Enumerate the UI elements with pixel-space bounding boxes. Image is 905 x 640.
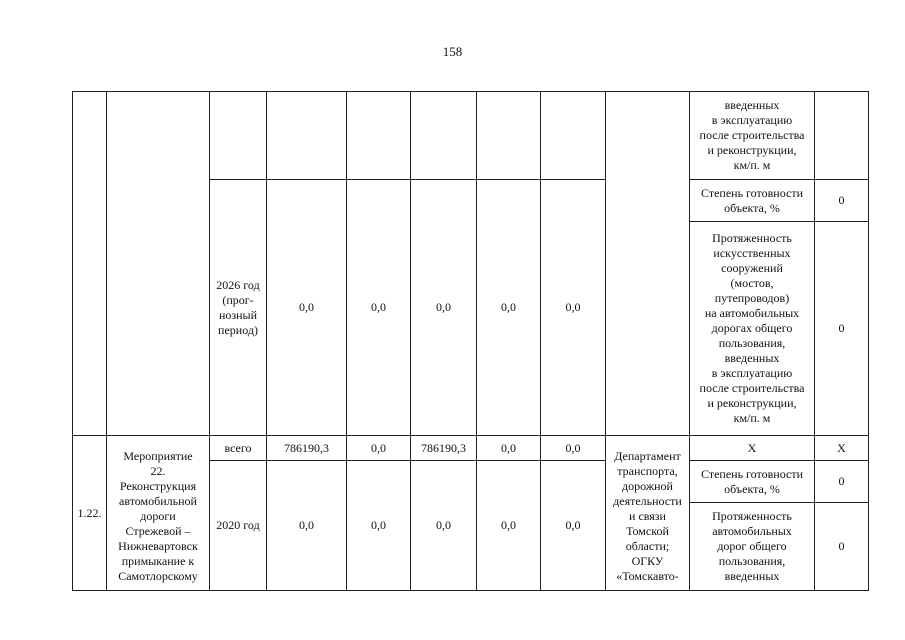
value-cell: 0,0 — [411, 180, 477, 436]
value-cell: 0,0 — [347, 461, 411, 591]
executor-name: Департамент транспорта, дорожной деятельности и связи Томской области; ОГКУ «Томскавто- — [606, 436, 690, 591]
number-cell-empty — [73, 92, 107, 436]
total-label: всего — [210, 436, 267, 461]
value-cell: 0,0 — [267, 461, 347, 591]
page-number: 158 — [442, 44, 463, 59]
value-cell: 786190,3 — [411, 436, 477, 461]
value-cell: 0,0 — [541, 180, 606, 436]
value-cell-empty — [541, 92, 606, 180]
year-cell-empty — [210, 92, 267, 180]
indicator-value: 0 — [815, 461, 869, 503]
value-cell-empty — [267, 92, 347, 180]
indicator-value: 0 — [815, 503, 869, 591]
value-cell: 0,0 — [477, 436, 541, 461]
indicator-value: 0 — [815, 222, 869, 436]
x-mark: Х — [690, 436, 815, 461]
table-row — [73, 436, 869, 461]
row-number: 1.22. — [73, 436, 107, 591]
value-cell: 786190,3 — [267, 436, 347, 461]
indicator-name: Протяженность автомобильных дорог общего пользования, введенных — [690, 503, 815, 591]
value-cell: 0,0 — [347, 180, 411, 436]
value-cell: 0,0 — [541, 436, 606, 461]
value-cell: 0,0 — [267, 180, 347, 436]
measure-name: Мероприятие 22. Реконструкция автомобильной дороги Стрежевой – Нижневартовск примыкание к Самотлорскому — [107, 436, 210, 591]
value-cell-empty — [411, 92, 477, 180]
indicator-name: введенных в эксплуатацию после строительства и реконструкции, км/п. м — [690, 92, 815, 180]
year-label: 2026 год (прог- нозный период) — [210, 180, 267, 436]
value-cell: 0,0 — [541, 461, 606, 591]
value-cell: 0,0 — [477, 461, 541, 591]
executor-cell-empty — [606, 92, 690, 436]
value-cell: 0,0 — [411, 461, 477, 591]
table-row — [73, 92, 869, 180]
indicator-value-empty — [815, 92, 869, 180]
value-cell-empty — [477, 92, 541, 180]
measure-cell-empty — [107, 92, 210, 436]
value-cell: 0,0 — [347, 436, 411, 461]
indicator-name: Протяженность искусственных сооружений (мостов, путепроводов) на автомобильных дорогах общего пользования, введенных в эксплуатацию после строительства и реконструкции, км/п. м — [690, 222, 815, 436]
program-table — [72, 91, 869, 591]
x-mark: Х — [815, 436, 869, 461]
indicator-name: Степень готовности объекта, % — [690, 180, 815, 222]
value-cell: 0,0 — [477, 180, 541, 436]
indicator-value: 0 — [815, 180, 869, 222]
value-cell-empty — [347, 92, 411, 180]
indicator-name: Степень готовности объекта, % — [690, 461, 815, 503]
year-label: 2020 год — [210, 461, 267, 591]
